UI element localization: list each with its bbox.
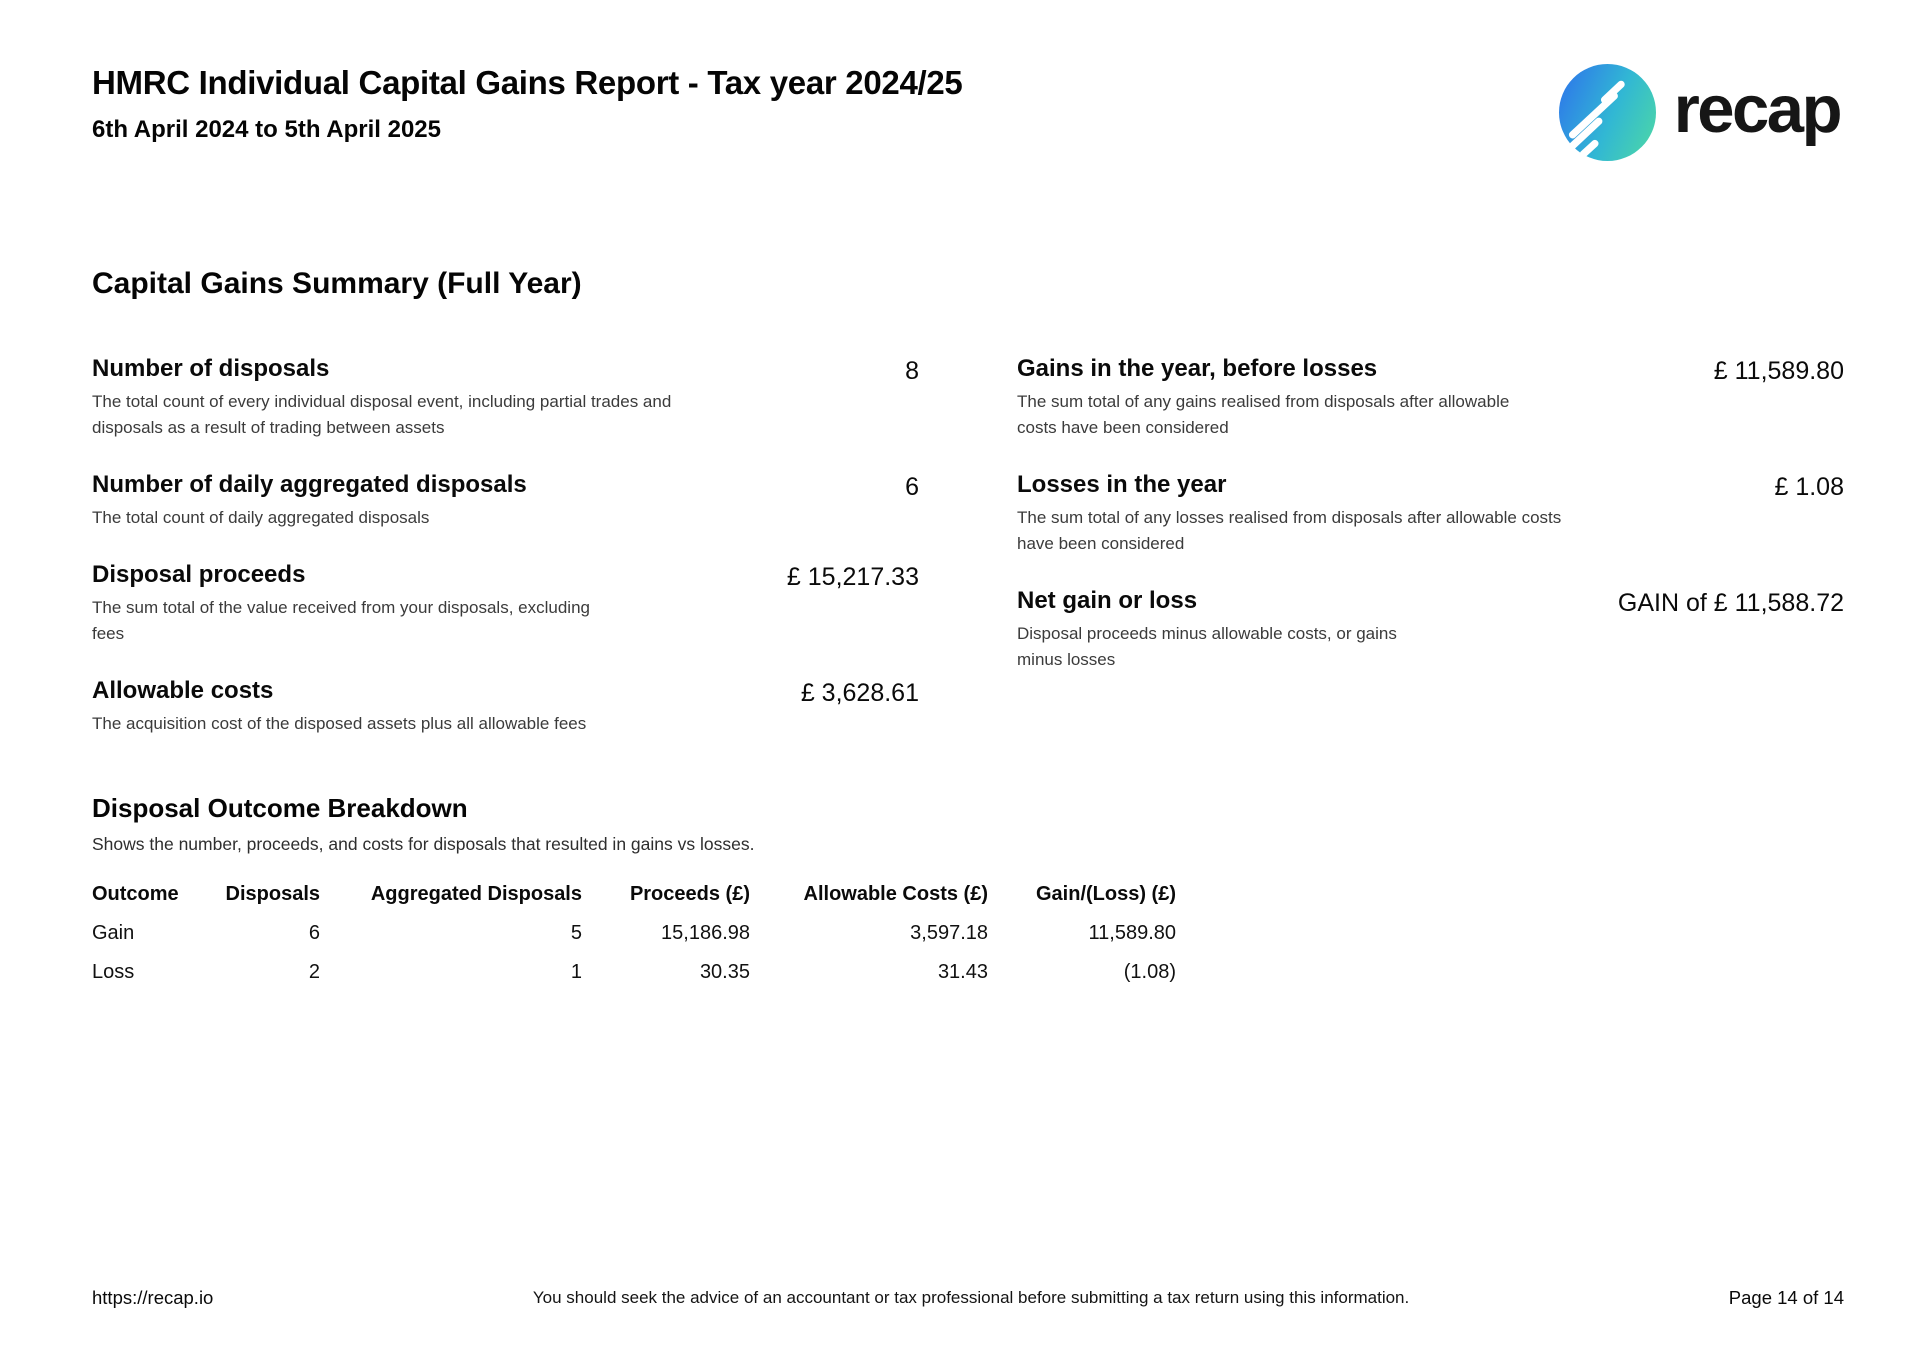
cell-aggregated-disposals: 1	[570, 960, 582, 983]
disposal-outcome-breakdown	[92, 793, 1844, 992]
stat-description: The sum total of any gains realised from disposals after allowable costs have been considered	[1017, 392, 1510, 438]
stat-label: Number of daily aggregated disposals	[92, 470, 527, 498]
cell-proceeds: 15,186.98	[661, 921, 750, 944]
column-header-disposals: Disposals	[225, 882, 320, 905]
breakdown-heading: Disposal Outcome Breakdown	[92, 792, 468, 823]
stat-value: £ 1.08	[1774, 472, 1844, 501]
stat-losses-in-year	[1017, 469, 1844, 557]
report-header	[92, 0, 1844, 161]
footer-page-number: Page 14 of 14	[1728, 1287, 1844, 1308]
cell-allowable-costs: 31.43	[937, 960, 988, 983]
summary-stats	[92, 353, 1844, 737]
table-row-gain	[92, 914, 1176, 953]
column-header-gain-loss: Gain/(Loss) (£)	[1035, 882, 1176, 905]
cell-disposals: 6	[308, 921, 320, 944]
stat-description: Disposal proceeds minus allowable costs, or gains minus losses	[1017, 623, 1397, 669]
cell-proceeds: 30.35	[699, 960, 750, 983]
stat-value: £ 15,217.33	[786, 562, 919, 591]
stat-allowable-costs	[92, 675, 919, 737]
stat-disposal-proceeds	[92, 559, 919, 647]
summary-stats-left-column	[92, 353, 919, 737]
report-title-block	[92, 62, 963, 144]
stat-description: The sum total of any losses realised from disposals after allowable costs have been considered	[1017, 508, 1562, 553]
stat-label: Number of disposals	[92, 355, 330, 382]
table-header-row	[92, 875, 1176, 914]
stat-value: 6	[905, 472, 919, 501]
cell-outcome: Gain	[92, 921, 135, 944]
stat-daily-aggregated-disposals	[92, 469, 919, 531]
column-header-allowable-costs: Allowable Costs (£)	[803, 882, 988, 905]
column-header-outcome: Outcome	[92, 882, 179, 905]
page-footer	[92, 1287, 1844, 1309]
footer-disclaimer: You should seek the advice of an accountant or tax professional before submitting a tax return using this information.	[532, 1288, 1410, 1307]
cell-gain-loss: 11,589.80	[1088, 921, 1176, 944]
recap-logo	[1559, 64, 1840, 161]
column-header-aggregated-disposals: Aggregated Disposals	[370, 882, 582, 905]
stat-label: Gains in the year, before losses	[1017, 355, 1378, 382]
cell-allowable-costs: 3,597.18	[910, 921, 988, 944]
cell-gain-loss: (1.08)	[1123, 960, 1176, 983]
cell-aggregated-disposals: 5	[570, 921, 582, 944]
stat-label: Disposal proceeds	[92, 560, 306, 588]
stat-description: The sum total of the value received from your disposals, excluding fees	[92, 598, 590, 643]
stat-value: £ 3,628.61	[800, 678, 919, 707]
stat-number-of-disposals	[92, 353, 919, 441]
stat-label: Allowable costs	[92, 676, 274, 704]
breakdown-description: Shows the number, proceeds, and costs for disposals that resulted in gains vs losses.	[92, 833, 755, 854]
report-title: HMRC Individual Capital Gains Report - Tax year 2024/25	[92, 64, 963, 101]
stat-gains-before-losses	[1017, 353, 1844, 441]
stat-description: The acquisition cost of the disposed assets plus all allowable fees	[92, 713, 587, 733]
cell-outcome: Loss	[92, 960, 135, 983]
report-date-range: 6th April 2024 to 5th April 2025	[92, 116, 441, 144]
breakdown-table	[92, 875, 1176, 992]
summary-heading: Capital Gains Summary (Full Year)	[92, 267, 582, 300]
stat-description: The total count of daily aggregated disposals	[92, 508, 430, 528]
footer-url-link[interactable]: https://recap.io	[92, 1287, 214, 1308]
recap-logo-icon	[1559, 64, 1656, 161]
stat-net-gain-or-loss	[1017, 585, 1844, 673]
stat-description: The total count of every individual disposal event, including partial trades and disposals as a result of trading between assets	[92, 392, 672, 438]
summary-stats-right-column	[1017, 353, 1844, 737]
stat-label: Net gain or loss	[1017, 586, 1198, 614]
stat-value: £ 11,589.80	[1713, 357, 1844, 385]
stat-value: GAIN of £ 11,588.72	[1617, 588, 1844, 617]
cell-disposals: 2	[308, 960, 320, 983]
stat-value: 8	[905, 357, 919, 385]
table-row-loss	[92, 953, 1176, 992]
stat-label: Losses in the year	[1017, 470, 1227, 498]
column-header-proceeds: Proceeds (£)	[629, 882, 750, 905]
recap-logo-wordmark: recap	[1673, 72, 1840, 147]
